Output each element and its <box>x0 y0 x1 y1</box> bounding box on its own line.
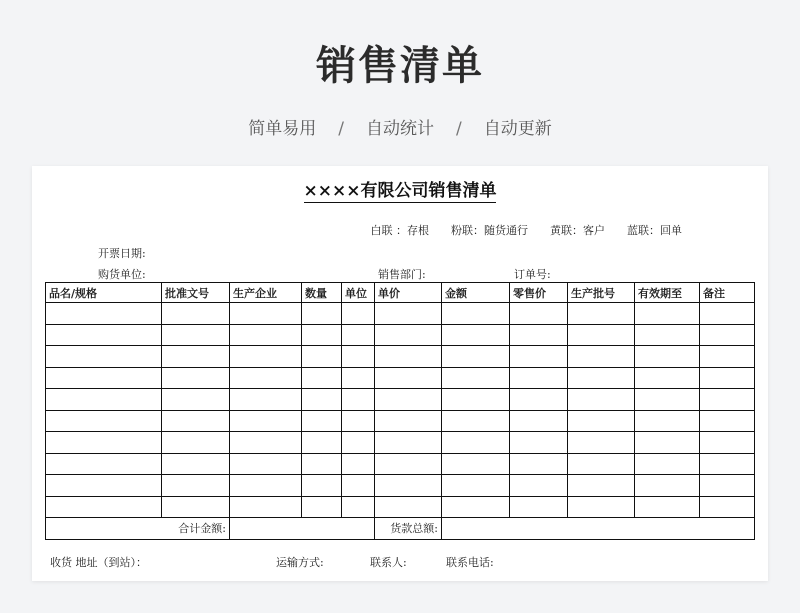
table-cell[interactable] <box>442 496 510 518</box>
table-cell[interactable] <box>375 389 442 411</box>
table-cell[interactable] <box>230 389 302 411</box>
table-cell[interactable] <box>510 432 568 454</box>
table-row <box>46 453 755 475</box>
table-cell[interactable] <box>375 475 442 497</box>
footer-address-label: 收货 地址（到站）： <box>50 556 147 569</box>
table-cell[interactable] <box>510 346 568 368</box>
table-cell[interactable] <box>342 496 375 518</box>
table-cell[interactable] <box>700 432 755 454</box>
total-amount-label: 合计金额: <box>46 518 230 540</box>
table-cell[interactable] <box>46 496 162 518</box>
order-no-label: 订单号: <box>514 268 551 281</box>
table-cell[interactable] <box>442 389 510 411</box>
table-header-row <box>46 283 755 303</box>
table-cell[interactable] <box>302 496 342 518</box>
table-row <box>46 367 755 389</box>
banner-features <box>0 114 800 139</box>
table-cell[interactable] <box>342 303 375 325</box>
table-cell[interactable] <box>162 303 230 325</box>
table-cell[interactable] <box>510 410 568 432</box>
table-cell[interactable] <box>230 475 302 497</box>
table-cell[interactable] <box>568 453 635 475</box>
table-cell[interactable] <box>342 367 375 389</box>
table-cell[interactable] <box>46 389 162 411</box>
table-cell[interactable] <box>162 496 230 518</box>
table-cell[interactable] <box>442 410 510 432</box>
table-cell[interactable] <box>635 453 700 475</box>
table-cell[interactable] <box>375 346 442 368</box>
table-cell[interactable] <box>302 453 342 475</box>
table-cell[interactable] <box>302 324 342 346</box>
copy-pink: 粉联：随货通行 <box>451 224 528 237</box>
table-cell[interactable] <box>230 303 302 325</box>
table-cell[interactable] <box>700 453 755 475</box>
table-cell[interactable] <box>230 496 302 518</box>
total-payment-label: 货款总额: <box>375 518 442 540</box>
table-cell[interactable] <box>442 475 510 497</box>
table-cell[interactable] <box>230 346 302 368</box>
col-unit: 单位 <box>342 283 375 303</box>
table-cell[interactable] <box>162 475 230 497</box>
table-cell[interactable] <box>635 346 700 368</box>
feature-separator: / <box>338 119 344 139</box>
table-row <box>46 389 755 411</box>
table-cell[interactable] <box>162 410 230 432</box>
table-cell[interactable] <box>442 303 510 325</box>
table-row <box>46 410 755 432</box>
sales-table <box>45 282 755 540</box>
table-cell[interactable] <box>342 453 375 475</box>
table-cell[interactable] <box>162 453 230 475</box>
col-batch-no: 生产批号 <box>568 283 635 303</box>
table-cell[interactable] <box>568 496 635 518</box>
total-payment-value[interactable] <box>442 518 755 540</box>
table-cell[interactable] <box>442 367 510 389</box>
table-cell[interactable] <box>700 410 755 432</box>
table-cell[interactable] <box>568 324 635 346</box>
table-row <box>46 324 755 346</box>
table-cell[interactable] <box>302 346 342 368</box>
table-cell[interactable] <box>510 324 568 346</box>
table-cell[interactable] <box>375 496 442 518</box>
col-manufacturer: 生产企业 <box>230 283 302 303</box>
table-cell[interactable] <box>700 324 755 346</box>
col-unit-price: 单价 <box>375 283 442 303</box>
table-cell[interactable] <box>302 367 342 389</box>
table-cell[interactable] <box>568 346 635 368</box>
invoice-date-label: 开票日期: <box>98 247 146 260</box>
table-cell[interactable] <box>230 453 302 475</box>
sales-sheet <box>32 166 768 581</box>
table-cell[interactable] <box>230 432 302 454</box>
table-cell[interactable] <box>342 410 375 432</box>
copy-blue: 蓝联：回单 <box>627 224 682 237</box>
table-cell[interactable] <box>302 410 342 432</box>
table-cell[interactable] <box>230 324 302 346</box>
table-cell[interactable] <box>342 324 375 346</box>
sales-dept-label: 销售部门: <box>378 268 426 281</box>
table-cell[interactable] <box>46 367 162 389</box>
table-cell[interactable] <box>46 432 162 454</box>
feature-auto-stat: 自动统计 <box>366 119 434 139</box>
table-cell[interactable] <box>635 389 700 411</box>
table-cell[interactable] <box>46 475 162 497</box>
table-row <box>46 475 755 497</box>
table-cell[interactable] <box>700 346 755 368</box>
table-cell[interactable] <box>162 324 230 346</box>
table-cell[interactable] <box>46 303 162 325</box>
table-cell[interactable] <box>568 303 635 325</box>
col-retail-price: 零售价 <box>510 283 568 303</box>
table-cell[interactable] <box>635 496 700 518</box>
total-row <box>46 518 755 540</box>
table-cell[interactable] <box>375 367 442 389</box>
table-cell[interactable] <box>230 410 302 432</box>
feature-auto-update: 自动更新 <box>483 119 552 139</box>
table-cell[interactable] <box>700 389 755 411</box>
col-name-spec: 品名/规格 <box>46 283 162 303</box>
table-cell[interactable] <box>635 410 700 432</box>
table-cell[interactable] <box>568 410 635 432</box>
table-cell[interactable] <box>568 432 635 454</box>
banner-title: 销售清单 <box>316 43 484 89</box>
table-cell[interactable] <box>375 303 442 325</box>
table-cell[interactable] <box>302 389 342 411</box>
table-cell[interactable] <box>46 453 162 475</box>
table-cell[interactable] <box>510 303 568 325</box>
feature-separator: / <box>456 119 462 139</box>
copy-yellow: 黄联：客户 <box>550 224 605 237</box>
copy-distribution <box>371 222 683 238</box>
table-cell[interactable] <box>568 475 635 497</box>
table-cell[interactable] <box>342 389 375 411</box>
footer-shipping-label: 运输方式: <box>276 556 324 569</box>
table-row <box>46 432 755 454</box>
table-cell[interactable] <box>700 475 755 497</box>
table-cell[interactable] <box>375 410 442 432</box>
col-approval-no: 批准文号 <box>162 283 230 303</box>
total-amount-value[interactable] <box>230 518 375 540</box>
col-remarks: 备注 <box>700 283 755 303</box>
table-cell[interactable] <box>700 367 755 389</box>
table-cell[interactable] <box>510 453 568 475</box>
table-cell[interactable] <box>635 367 700 389</box>
table-cell[interactable] <box>568 367 635 389</box>
table-cell[interactable] <box>635 432 700 454</box>
table-cell[interactable] <box>302 303 342 325</box>
table-cell[interactable] <box>342 475 375 497</box>
table-cell[interactable] <box>442 324 510 346</box>
table-cell[interactable] <box>46 346 162 368</box>
table-cell[interactable] <box>162 432 230 454</box>
table-cell[interactable] <box>46 410 162 432</box>
table-cell[interactable] <box>635 303 700 325</box>
table-cell[interactable] <box>510 496 568 518</box>
col-amount: 金额 <box>442 283 510 303</box>
buyer-label: 购货单位: <box>98 268 146 281</box>
table-cell[interactable] <box>342 432 375 454</box>
table-cell[interactable] <box>162 367 230 389</box>
footer-phone-label: 联系电话: <box>446 556 494 569</box>
document-title: ××××有限公司销售清单 <box>303 181 497 201</box>
table-row <box>46 346 755 368</box>
col-quantity: 数量 <box>302 283 342 303</box>
table-cell[interactable] <box>302 432 342 454</box>
table-cell[interactable] <box>568 389 635 411</box>
table-cell[interactable] <box>510 389 568 411</box>
table-cell[interactable] <box>442 453 510 475</box>
table-cell[interactable] <box>162 346 230 368</box>
table-cell[interactable] <box>46 324 162 346</box>
table-cell[interactable] <box>375 432 442 454</box>
table-row <box>46 303 755 325</box>
table-cell[interactable] <box>510 475 568 497</box>
table-cell[interactable] <box>510 367 568 389</box>
table-cell[interactable] <box>375 324 442 346</box>
table-cell[interactable] <box>342 346 375 368</box>
table-cell[interactable] <box>700 303 755 325</box>
table-cell[interactable] <box>700 496 755 518</box>
table-cell[interactable] <box>230 367 302 389</box>
footer-contact-label: 联系人: <box>370 556 407 569</box>
table-cell[interactable] <box>302 475 342 497</box>
table-cell[interactable] <box>442 432 510 454</box>
table-cell[interactable] <box>375 453 442 475</box>
table-cell[interactable] <box>635 475 700 497</box>
feature-easy: 简单易用 <box>248 119 317 139</box>
copy-white: 白联 ：存根 <box>370 224 429 237</box>
table-cell[interactable] <box>635 324 700 346</box>
table-row <box>46 496 755 518</box>
col-expiry: 有效期至 <box>635 283 700 303</box>
table-cell[interactable] <box>162 389 230 411</box>
table-cell[interactable] <box>442 346 510 368</box>
